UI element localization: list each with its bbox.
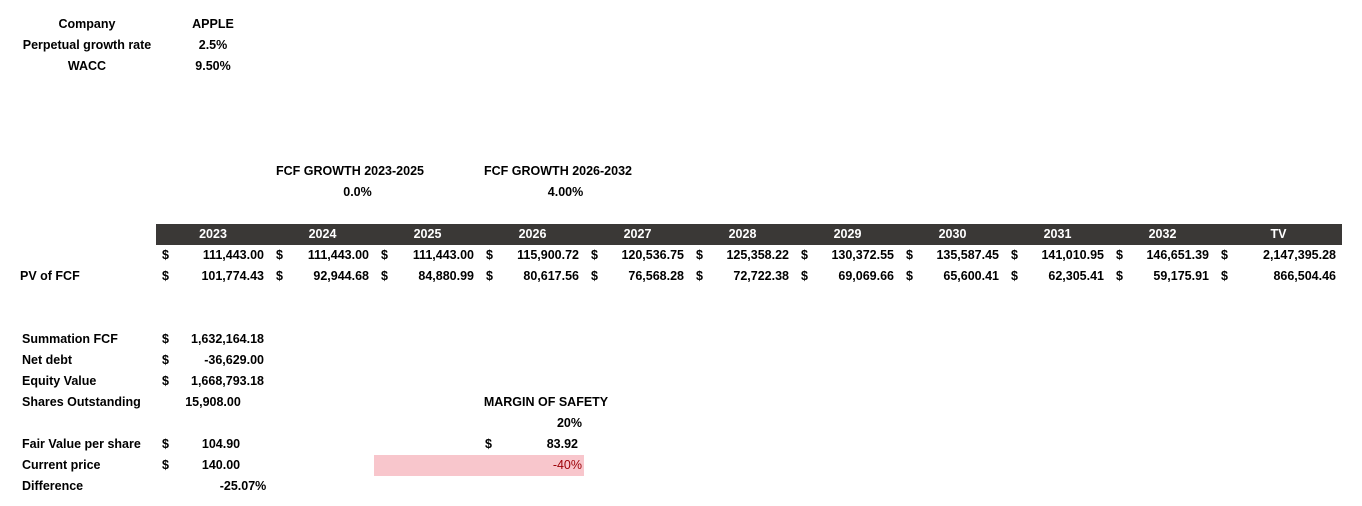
pv-value[interactable]: 69,069.66 [838,269,894,283]
year-header[interactable]: 2027 [623,227,652,241]
year-header[interactable]: TV [1270,227,1287,241]
growth-value[interactable]: 2.5% [198,38,228,52]
shares-outstanding-label[interactable]: Shares Outstanding [22,395,141,409]
fcf-currency[interactable]: $ [381,248,388,262]
summation-fcf-value[interactable]: 1,632,164.18 [191,332,264,346]
difference-value[interactable]: -25.07% [219,479,267,493]
fcf-value[interactable]: 111,443.00 [307,248,369,262]
year-header[interactable]: 2032 [1148,227,1177,241]
fcf-growth-early-value[interactable]: 0.0% [343,185,372,199]
year-header[interactable]: 2028 [728,227,757,241]
wacc-value[interactable]: 9.50% [195,59,231,73]
pv-value[interactable]: 101,774.43 [201,269,264,283]
fcf-value[interactable]: 111,443.00 [412,248,474,262]
pv-currency[interactable]: $ [1011,269,1018,283]
pv-currency[interactable]: $ [486,269,493,283]
pv-currency[interactable]: $ [591,269,598,283]
pv-currency[interactable]: $ [1221,269,1228,283]
fcf-currency[interactable]: $ [1011,248,1018,262]
fcf-growth-early-label[interactable]: FCF GROWTH 2023-2025 [276,164,424,178]
fcf-growth-late-value[interactable]: 4.00% [547,185,584,199]
margin-gap-value[interactable]: -40% [552,458,582,472]
pv-currency[interactable]: $ [162,269,169,283]
pv-currency[interactable]: $ [801,269,808,283]
margin-of-safety-percent[interactable]: 20% [556,416,582,430]
summation-fcf-label[interactable]: Summation FCF [22,332,118,346]
net-debt-currency[interactable]: $ [162,353,169,367]
equity-value-value[interactable]: 1,668,793.18 [191,374,264,388]
pv-value[interactable]: 59,175.91 [1153,269,1209,283]
pv-value[interactable]: 65,600.41 [943,269,999,283]
growth-label[interactable]: Perpetual growth rate [22,38,152,52]
year-header[interactable]: 2026 [518,227,547,241]
net-debt-value[interactable]: -36,629.00 [204,353,264,367]
equity-value-label[interactable]: Equity Value [22,374,97,388]
pv-value[interactable]: 84,880.99 [418,269,474,283]
shares-outstanding-value[interactable]: 15,908.00 [185,395,241,409]
pv-currency[interactable]: $ [906,269,913,283]
pv-currency[interactable]: $ [381,269,388,283]
margin-price-value[interactable]: 83.92 [546,437,578,451]
pv-value[interactable]: 72,722.38 [733,269,789,283]
fcf-value[interactable]: 130,372.55 [831,248,894,262]
fcf-currency[interactable]: $ [906,248,913,262]
summation-fcf-currency[interactable]: $ [162,332,169,346]
fcf-currency[interactable]: $ [162,248,169,262]
fcf-value[interactable]: 135,587.45 [936,248,999,262]
fair-value-currency[interactable]: $ [162,437,169,451]
pv-value[interactable]: 80,617.56 [523,269,579,283]
margin-price-currency[interactable]: $ [485,437,492,451]
pv-value[interactable]: 92,944.68 [313,269,369,283]
company-label[interactable]: Company [58,17,116,31]
fcf-currency[interactable]: $ [1116,248,1123,262]
equity-value-currency[interactable]: $ [162,374,169,388]
fcf-currency[interactable]: $ [591,248,598,262]
pv-currency[interactable]: $ [1116,269,1123,283]
current-price-value[interactable]: 140.00 [201,458,241,472]
year-header[interactable]: 2030 [938,227,967,241]
year-header[interactable]: 2031 [1043,227,1072,241]
current-price-label[interactable]: Current price [22,458,101,472]
year-header[interactable]: 2029 [833,227,862,241]
pv-value[interactable]: 76,568.28 [628,269,684,283]
fair-value-label[interactable]: Fair Value per share [22,437,141,451]
fcf-value[interactable]: 141,010.95 [1041,248,1104,262]
fcf-currency[interactable]: $ [276,248,283,262]
fcf-growth-late-label[interactable]: FCF GROWTH 2026-2032 [484,164,632,178]
pv-currency[interactable]: $ [276,269,283,283]
fcf-value[interactable]: 115,900.72 [517,248,579,262]
pv-value[interactable]: 62,305.41 [1048,269,1104,283]
fcf-value[interactable]: 2,147,395.28 [1263,248,1336,262]
wacc-label[interactable]: WACC [67,59,107,73]
difference-label[interactable]: Difference [22,479,84,493]
fcf-value[interactable]: 146,651.39 [1146,248,1209,262]
year-header[interactable]: 2025 [413,227,442,241]
margin-of-safety-label[interactable]: MARGIN OF SAFETY [483,395,609,409]
fair-value-value[interactable]: 104.90 [201,437,241,451]
pv-currency[interactable]: $ [696,269,703,283]
fcf-currency[interactable]: $ [486,248,493,262]
fcf-value[interactable]: 120,536.75 [621,248,684,262]
fcf-value[interactable]: 125,358.22 [726,248,789,262]
fcf-currency[interactable]: $ [1221,248,1228,262]
fcf-value[interactable]: 111,443.00 [202,248,264,262]
current-price-currency[interactable]: $ [162,458,169,472]
net-debt-label[interactable]: Net debt [22,353,72,367]
company-value[interactable]: APPLE [192,17,234,31]
fcf-currency[interactable]: $ [696,248,703,262]
pv-value[interactable]: 866,504.46 [1273,269,1336,283]
year-header[interactable]: 2023 [199,227,227,241]
pv-of-fcf-label[interactable]: PV of FCF [20,269,80,283]
fcf-currency[interactable]: $ [801,248,808,262]
year-header[interactable]: 2024 [308,227,337,241]
